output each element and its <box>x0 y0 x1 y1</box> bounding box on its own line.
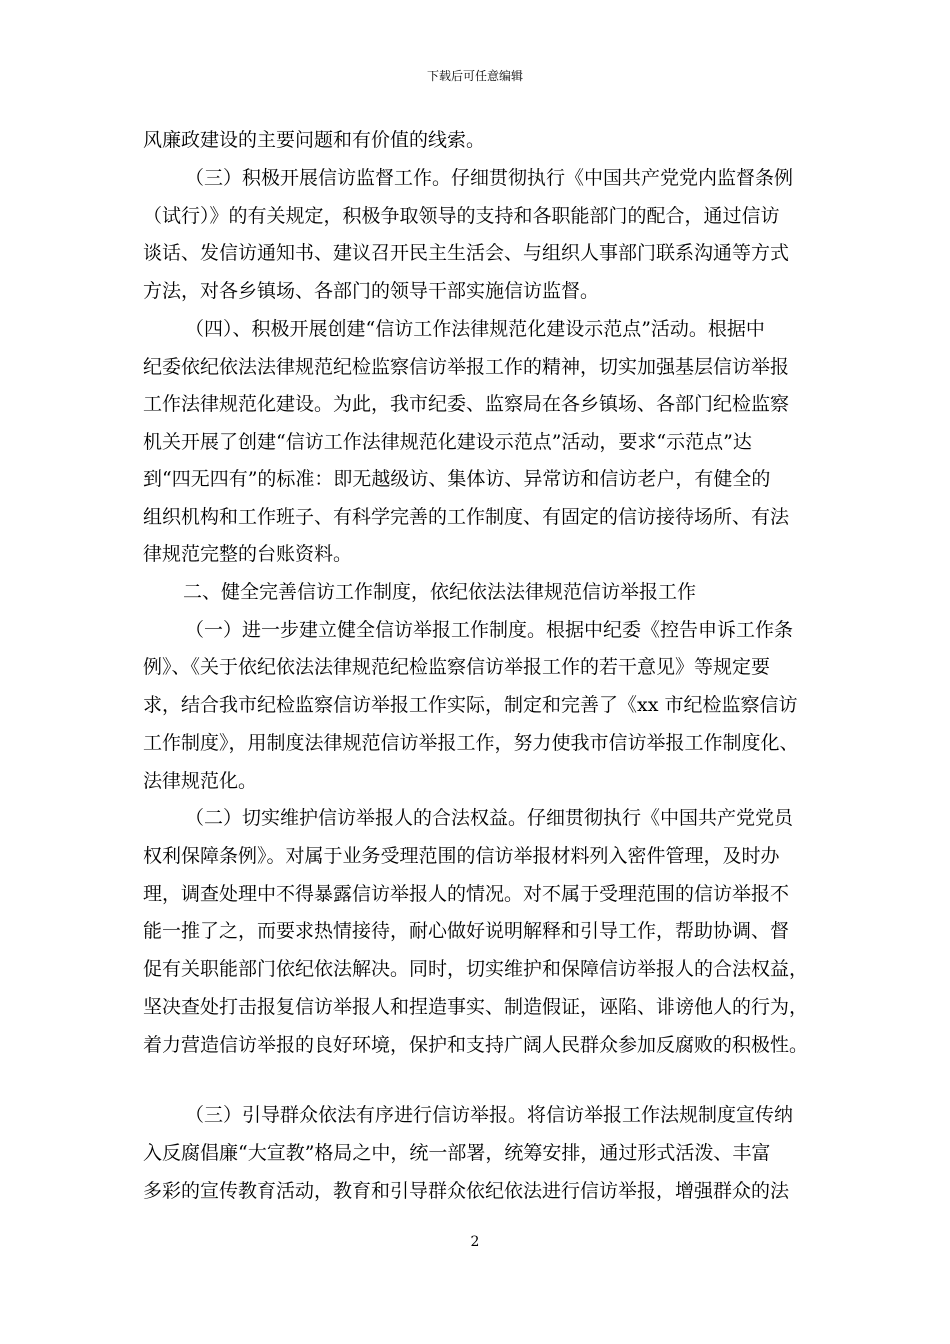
body-line: （三）积极开展信访监督工作。仔细贯彻执行《中国共产党党内监督条例 <box>185 167 794 189</box>
body-line: （二）切实维护信访举报人的合法权益。仔细贯彻执行《中国共产党党员 <box>185 807 794 829</box>
body-line: 工作法律规范化建设。为此，我市纪委、监察局在各乡镇场、各部门纪检监察 <box>143 393 790 415</box>
page-number: 2 <box>470 1234 480 1250</box>
body-line: 权利保障条例》。对属于业务受理范围的信访举报材料列入密件管理，及时办 <box>143 845 780 867</box>
body-line: 谈话、发信访通知书、建议召开民主生活会、与组织人事部门联系沟通等方式 <box>143 242 790 264</box>
body-line: （试行）》的有关规定，积极争取领导的支持和各职能部门的配合，通过信访 <box>143 205 780 227</box>
body-line: 到“四无四有”的标准：即无越级访、集体访、异常访和信访老户，有健全的 <box>143 468 771 490</box>
body-line: （一）进一步建立健全信访举报工作制度。根据中纪委《控告申诉工作条 <box>185 619 794 641</box>
body-line: 多彩的宣传教育活动，教育和引导群众依纪依法进行信访举报，增强群众的法 <box>143 1180 790 1202</box>
body-line: 促有关职能部门依纪依法解决。同时，切实维护和保障信访举报人的合法权益， <box>143 958 809 980</box>
body-line: 入反腐倡廉“大宣教”格局之中，统一部署，统筹安排，通过形式活泼、丰富 <box>143 1142 771 1164</box>
body-line: 组织机构和工作班子、有科学完善的工作制度、有固定的信访接待场所、有法 <box>143 506 790 528</box>
body-line: 坚决查处打击报复信访举报人和捏造事实、制造假证，诬陷、诽谤他人的行为， <box>143 996 809 1018</box>
body-line: 着力营造信访举报的良好环境，保护和支持广阔人民群众参加反腐败的积极性。 <box>143 1034 809 1056</box>
body-line: 法律规范化。 <box>143 770 258 792</box>
body-line: 风廉政建设的主要问题和有价值的线索。 <box>143 129 486 151</box>
page-header: 下载后可任意编辑 <box>426 69 523 83</box>
body-line: 纪委依纪依法法律规范纪检监察信访举报工作的精神，切实加强基层信访举报 <box>143 356 790 378</box>
body-line: 方法，对各乡镇场、各部门的领导干部实施信访监督。 <box>143 280 600 302</box>
body-line: 能一推了之，而要求热情接待，耐心做好说明解释和引导工作，帮助协调、督 <box>143 920 790 942</box>
section-heading: 二、健全完善信访工作制度，依纪依法法律规范信访举报工作 <box>183 581 697 603</box>
body-line: 求，结合我市纪检监察信访举报工作实际，制定和完善了《xx 市纪检监察信访 <box>143 694 798 716</box>
body-line: （四）、积极开展创建“信访工作法律规范化建设示范点”活动。根据中 <box>185 318 765 340</box>
body-line: （三）引导群众依法有序进行信访举报。将信访举报工作法规制度宣传纳 <box>185 1104 794 1126</box>
body-line: 理，调查处理中不得暴露信访举报人的情况。对不属于受理范围的信访举报不 <box>143 883 790 905</box>
body-line: 机关开展了创建“信访工作法律规范化建设示范点”活动，要求“示范点”达 <box>143 431 752 453</box>
body-line: 例》、《关于依纪依法法律规范纪检监察信访举报工作的若干意见》等规定要 <box>143 656 771 678</box>
body-line: 律规范完整的台账资料。 <box>143 543 353 565</box>
body-line: 工作制度》，用制度法律规范信访举报工作，努力使我市信访举报工作制度化、 <box>143 732 799 754</box>
